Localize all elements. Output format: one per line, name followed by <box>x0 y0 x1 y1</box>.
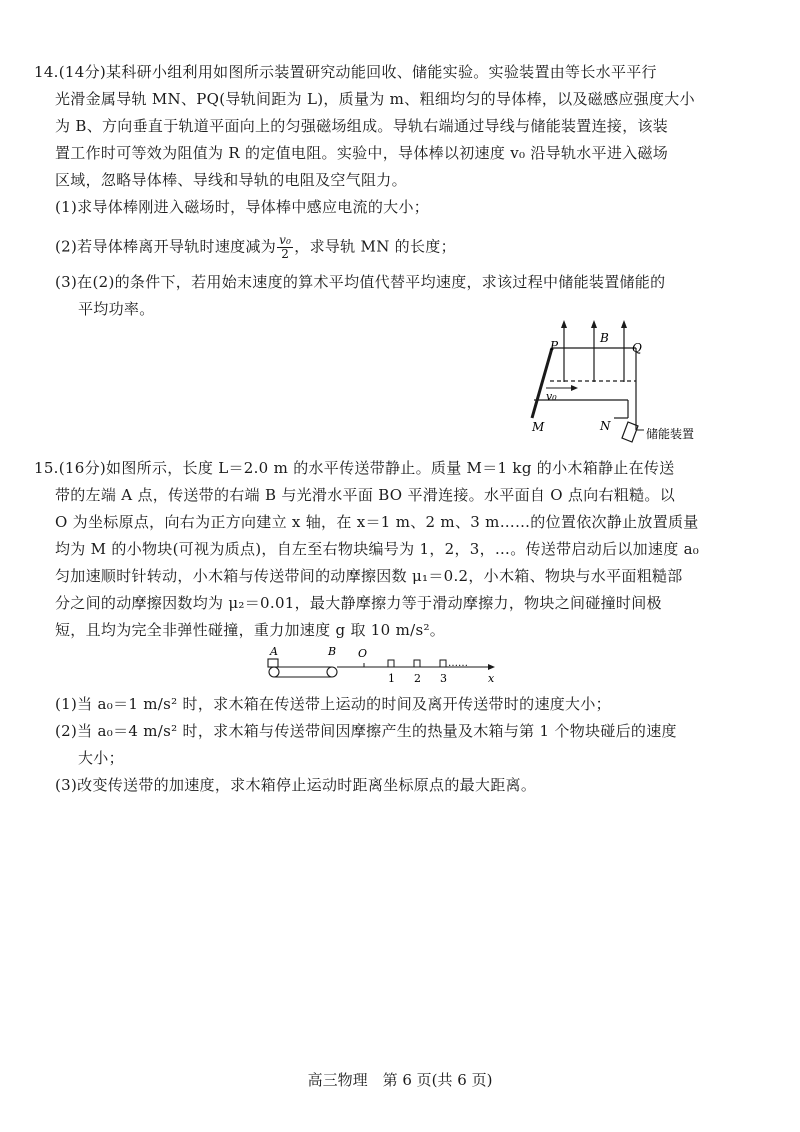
q15-sub2-line-1: (2)当 a₀＝4 m/s² 时，求木箱与传送带间因摩擦产生的热量及木箱与第 1 个物块碰后的速度 <box>55 722 677 740</box>
fraction-v0-over-2 <box>277 234 293 261</box>
label-B: B <box>600 331 609 345</box>
field-arrow-up-icon <box>621 320 627 382</box>
rail-magnetic-field-figure <box>510 318 730 448</box>
field-arrow-up-icon <box>591 320 597 382</box>
label-block-1: 1 <box>388 672 395 685</box>
q15-line-3: O 为坐标原点，向右为正方向建立 x 轴，在 x＝1 m、2 m、3 m……的位置依次静止放置质量 <box>55 513 699 531</box>
wooden-box <box>268 659 278 667</box>
q15-line-5: 匀加速顺时针转动，小木箱与传送带间的动摩擦因数 μ₁＝0.2，小木箱、物块与水平面粗糙部 <box>55 567 683 585</box>
page-footer: 高三物理 第 6 页(共 6 页) <box>307 1071 493 1089</box>
label-P: P <box>550 339 559 353</box>
q15-line-6: 分之间的动摩擦因数均为 μ₂＝0.01，最大静摩擦力等于滑动摩擦力，物块之间碰撞时间极 <box>55 594 662 612</box>
roller-right <box>327 667 337 677</box>
label-block-3: 3 <box>440 672 447 685</box>
block-1 <box>388 660 394 667</box>
label-B: B <box>328 645 337 658</box>
q15-sub1: (1)当 a₀＝1 m/s² 时，求木箱在传送带上运动的时间及离开传送带时的速度大小； <box>55 695 611 713</box>
field-arrow-up-icon <box>561 320 567 382</box>
block-3 <box>440 660 446 667</box>
label-O: O <box>358 647 368 660</box>
q14-line-1: 14.(14分)某科研小组利用如图所示装置研究动能回收、储能实验。实验装置由等长水平平行 <box>34 63 657 81</box>
fraction-numerator: v₀ <box>279 233 292 247</box>
q14-line-4: 置工作时可等效为阻值为 R 的定值电阻。实验中，导体棒以初速度 v₀ 沿导轨水平进入磁场 <box>55 144 669 162</box>
q15-sub2-line-2: 大小； <box>78 749 124 767</box>
q14-sub2 <box>55 234 456 261</box>
block-2 <box>414 660 420 667</box>
q14-sub3-line-1: (3)在(2)的条件下，若用始末速度的算术平均值代替平均速度，求该过程中储能装置储能的 <box>55 273 666 291</box>
q14-line-3: 为 B、方向垂直于轨道平面向上的匀强磁场组成。导轨右端通过导线与储能装置连接，该装 <box>55 117 669 135</box>
label-A: A <box>270 645 278 658</box>
label-x: x <box>488 672 495 685</box>
q15-line-1: 15.(16分)如图所示，长度 L＝2.0 m 的水平传送带静止。质量 M＝1 kg 的小木箱静止在传送 <box>34 459 675 477</box>
storage-device-icon <box>622 422 644 442</box>
fraction-denominator: 2 <box>281 247 290 261</box>
label-storage-device: 储能装置 <box>646 427 695 441</box>
x-axis-arrow-icon <box>488 664 495 670</box>
conveyor-belt-figure <box>262 644 502 686</box>
q14-sub3-line-2: 平均功率。 <box>78 300 155 318</box>
label-ellipsis: …… <box>448 658 468 669</box>
conductor-rod <box>532 348 552 418</box>
label-Q: Q <box>632 341 642 355</box>
q15-sub3: (3)改变传送带的加速度，求木箱停止运动时距离坐标原点的最大距离。 <box>55 776 537 794</box>
label-M: M <box>532 420 545 434</box>
q14-line-2: 光滑金属导轨 MN、PQ(导轨间距为 L)，质量为 m、粗细均匀的导体棒，以及磁感应强度大小 <box>55 90 695 108</box>
label-N: N <box>600 419 611 433</box>
q15-line-2: 带的左端 A 点，传送带的右端 B 与光滑水平面 BO 平滑连接。水平面自 O 点向右粗糙。以 <box>55 486 675 504</box>
q15-line-4: 均为 M 的小物块(可视为质点)，自左至右物块编号为 1，2，3，…。传送带启动后以加速度 a₀ <box>55 540 700 558</box>
q14-line-5: 区域，忽略导体棒、导线和导轨的电阻及空气阻力。 <box>55 171 407 189</box>
q15-line-7: 短，且均为完全非弹性碰撞，重力加速度 g 取 10 m/s²。 <box>55 621 446 639</box>
q14-sub1: (1)求导体棒刚进入磁场时，导体棒中感应电流的大小； <box>55 198 430 216</box>
label-v0: v₀ <box>546 390 557 403</box>
q14-sub2-pre: (2)若导体棒离开导轨时速度减为 <box>55 237 277 256</box>
q14-sub2-post: ，求导轨 MN 的长度； <box>294 237 456 256</box>
roller-left <box>269 667 279 677</box>
label-block-2: 2 <box>414 672 421 685</box>
